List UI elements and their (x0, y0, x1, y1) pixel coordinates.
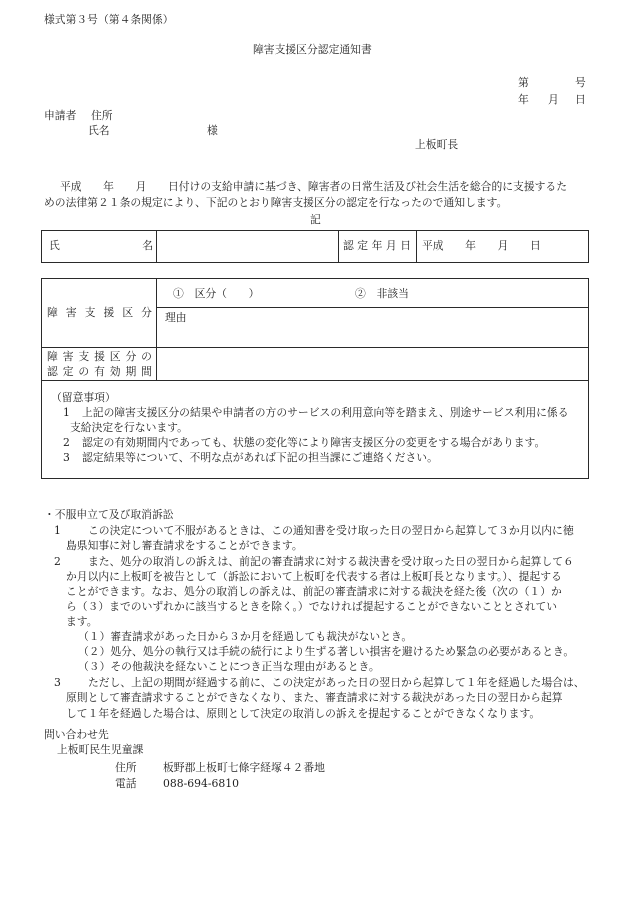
label-char: 援 (103, 306, 115, 319)
appeal-line: か月以内に上板町を被告として（訴訟において上板町を代表する者は上板町長となります。）、提起する (66, 570, 562, 583)
table-divider (338, 230, 339, 263)
certification-date-label (343, 239, 411, 253)
appeal-line: この決定について不服があるときは、この通知書を受け取った日の翌日から起算して３か月以内に徳 (88, 524, 574, 537)
label-char: 支 (84, 306, 96, 319)
appeal-line: 原則として審査請求することができなくなり、また、審査請求に対する裁決があった日の翌日から起算 (66, 691, 563, 704)
table-divider (156, 230, 157, 263)
label-char: 効 (109, 365, 121, 378)
ki-label: 記 (310, 213, 321, 226)
label-char: 年 (371, 239, 383, 252)
table-divider (156, 307, 589, 308)
applicant-name-label: 氏名 (88, 124, 110, 137)
notes-heading: （留意事項） (51, 391, 116, 404)
label-char: 区 (109, 350, 121, 363)
label-char: 定 (62, 365, 74, 378)
applicant-label: 申請者 (44, 109, 77, 122)
label-char: 援 (94, 350, 105, 363)
label-char: 区 (122, 306, 134, 319)
table-divider (416, 230, 417, 263)
form-number: 様式第３号（第４条関係） (44, 13, 174, 26)
appeal-line: ます。 (66, 615, 98, 628)
note-line: 認定結果等について、不明な点があれば下記の担当課にご連絡ください。 (82, 451, 438, 464)
intro-line: めの法律第２１条の規定により、下記のとおり障害支援区分の認定を行なったので通知します。 (44, 196, 508, 209)
doc-date-month: 月 (548, 93, 559, 106)
label-char: 間 (141, 365, 152, 378)
contact-address-label: 住所 (115, 761, 137, 774)
validity-label-line (47, 350, 152, 364)
table-divider (41, 380, 589, 381)
label-char: 分 (141, 306, 152, 319)
appeal-line: 島県知事に対し審査請求をすることができます。 (66, 539, 303, 552)
issuer: 上板町長 (415, 138, 459, 151)
label-char: 名 (142, 239, 153, 252)
option-not-applicable: ② 非該当 (355, 287, 409, 300)
note-line: 上記の障害支援区分の結果や申請者の方のサービスの利用意向等を踏まえ、別途サービス利用に係る (82, 406, 569, 419)
certification-date-value: 平成 年 月 日 (422, 239, 541, 252)
appeal-line: ただし、上記の期間が経過する前に、この決定があった日の翌日から起算して１年を経過した場合は、 (88, 676, 585, 689)
label-char: 定 (357, 239, 369, 252)
label-char: 認 (47, 365, 58, 378)
applicant-honorific: 様 (207, 124, 218, 137)
note-number: 3 (63, 451, 70, 464)
table-divider (156, 278, 157, 380)
document-title: 障害支援区分認定通知書 (253, 43, 372, 56)
note-number: 2 (63, 436, 70, 449)
appeal-sub-item: （２）処分、処分の執行又は手続の続行により生ずる著しい損害を避けるため緊急の必要があるとき。 (78, 645, 575, 658)
label-char: 期 (125, 365, 137, 378)
note-line: 認定の有効期間内であっても、状態の変化等により障害支援区分の変更をする場合があります。 (82, 436, 546, 449)
label-char: 分 (125, 350, 137, 363)
note-line: 支給決定を行ないます。 (70, 421, 188, 434)
label-char: 支 (78, 350, 90, 363)
table-divider (41, 347, 589, 348)
appeal-sub-item: （３）その他裁決を経ないことにつき正当な理由があるとき。 (78, 660, 380, 673)
appeal-line: ら（３）までのいずれかに該当するときを除く。）でなければ提起することができないこととされてい (66, 600, 558, 613)
contact-phone-label: 電話 (115, 777, 137, 790)
doc-number-prefix: 第 (518, 76, 529, 89)
appeal-number: 2 (54, 555, 61, 568)
doc-date-day: 日 (575, 93, 586, 106)
label-char: 障 (47, 306, 58, 319)
appeal-line: して１年を経過した場合は、原則として決定の取消しの訴えを提起することができなくなります。 (66, 707, 541, 720)
doc-date-year: 年 (518, 93, 529, 106)
label-char: 有 (94, 365, 105, 378)
option-category: ① 区分（ ） (173, 287, 260, 300)
reason-label: 理由 (165, 311, 187, 324)
appeal-line: ことができます。なお、処分の取消しの訴えは、前記の審査請求に対する裁決を経た後（次の（１）か (66, 585, 562, 598)
name-label (49, 239, 153, 253)
appeal-number: 3 (54, 676, 61, 689)
intro-line: 平成 年 月 日付けの支給申請に基づき、障害者の日常生活及び社会生活を総合的に支援するた (60, 180, 568, 193)
label-char: 日 (400, 239, 411, 252)
appeal-sub-item: （１）審査請求があった日から３か月を経過しても裁決がないとき。 (78, 630, 413, 643)
doc-number-suffix: 号 (575, 76, 586, 89)
label-char: の (141, 350, 152, 363)
label-char: 害 (65, 306, 77, 319)
applicant-address-label: 住所 (91, 109, 113, 122)
note-number: 1 (63, 406, 70, 419)
validity-label-line (47, 365, 152, 379)
contact-heading: 問い合わせ先 (44, 728, 109, 741)
label-char: 障 (47, 350, 58, 363)
label-char: 月 (385, 239, 397, 252)
contact-address: 板野郡上板町七條字経塚４２番地 (163, 761, 325, 774)
label-char: 認 (343, 239, 354, 252)
support-category-label (47, 306, 152, 320)
appeal-heading: ・不服申立て及び取消訴訟 (44, 508, 174, 521)
label-char: 害 (62, 350, 74, 363)
label-char: 氏 (49, 239, 60, 252)
label-char: の (78, 365, 90, 378)
appeal-line: また、処分の取消しの訴えは、前記の審査請求に対する裁決書を受け取った日の翌日から起算して６ (88, 555, 574, 568)
contact-phone: 088-694-6810 (163, 777, 239, 790)
contact-department: 上板町民生児童課 (57, 743, 144, 756)
appeal-number: 1 (54, 524, 61, 537)
